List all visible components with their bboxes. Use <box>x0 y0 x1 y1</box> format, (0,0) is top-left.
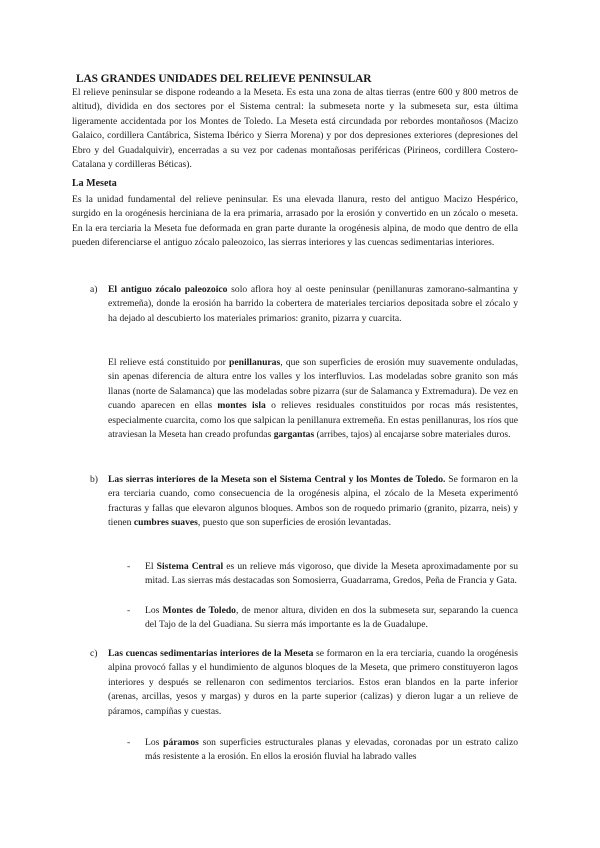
item-b-text: , puesto que son superficies de erosión levantadas. <box>197 517 392 529</box>
item-c-sub1-bold: páramos <box>163 737 199 748</box>
item-c-sub1 <box>145 736 518 765</box>
item-a-p2-text: , que son superficies de erosión muy suavemente onduladas, sin apenas diferencia de altura entre los valles y los interfluvios. Las modeladas sobre granito son más llanas (norte de Salamanca) que las modeladas sobre pizarra (sur de Salamanca y Extremadura). De vez en cuando aparecen en ellas <box>108 357 518 412</box>
item-c-marker: c) <box>90 648 98 659</box>
item-a-p2-text: (arribes, tajos) al encajarse sobre materiales duros. <box>314 429 511 441</box>
item-b-sub1 <box>145 560 518 589</box>
bullet-dash: - <box>127 605 131 616</box>
section-paragraph: Es la unidad fundamental del relieve peninsular. Es una elevada llanura, resto del antiguo Macizo Hespérico, surgido en la orogénesis herciniana de la era primaria, arrasado por la erosión y convertido en un zócalo o meseta. En la era terciaria la Meseta fue deformada en gran parte durante la orogénesis alpina, de modo que dentro de ella pueden diferenciarse el antiguo zócalo paleozoico, las sierras interiores y las cuencas sedimentarias interiores. <box>72 194 518 249</box>
item-a-p2-bold: gargantas <box>273 429 315 441</box>
item-c-sub1-pre: Los <box>145 737 164 748</box>
document-title: LAS GRANDES UNIDADES DEL RELIEVE PENINSULAR <box>76 73 372 85</box>
item-b-sub2-text: , de menor altura, dividen en dos la submeseta sur, separando la cuenca del Tajo de la del Guadiana. Su sierra más importante es la de Guadalupe. <box>145 605 518 631</box>
item-b-bold: cumbres suaves <box>133 517 198 529</box>
item-a-paragraph-2 <box>108 356 518 442</box>
item-a-paragraph <box>108 283 518 326</box>
item-a-p2-text: o relieves residuales constituidos por rocas más resistentes, especialmente cuarcita, como los que salpican la penillanura extremeña. En estas penillanuras, los ríos que atraviesan la Meseta han creado profundas <box>108 400 518 441</box>
item-a-marker: a) <box>90 284 98 295</box>
item-b-sub1-bold: Sistema Central <box>156 561 224 572</box>
item-b-paragraph <box>108 473 518 531</box>
section-heading: La Meseta <box>72 178 117 189</box>
item-b-sub2 <box>145 604 518 633</box>
item-c-lead: Las cuencas sedimentarias interiores de la Meseta <box>108 648 314 659</box>
item-c-sub1-text: son superficies estructurales planas y elevadas, coronadas por un estrato calizo más resistente a la erosión. En ellos la erosión fluvial ha labrado valles <box>145 737 518 763</box>
item-b-lead: Las sierras interiores de la Meseta son el Sistema Central y los Montes de Toledo. <box>108 474 446 485</box>
bullet-dash: - <box>127 561 131 572</box>
item-a-lead: El antiguo zócalo paleozoico <box>108 284 228 295</box>
item-c-paragraph <box>108 647 518 719</box>
item-b-sub2-pre: Los <box>145 605 163 616</box>
item-b-sub1-text: es un relieve más vigoroso, que divide la Meseta aproximadamente por su mitad. Las sierras más destacadas son Somosierra, Guadarrama, Gredos, Peña de Francia y Gata. <box>145 561 518 587</box>
item-a-p2-bold: montes isla <box>217 400 266 412</box>
item-b-sub2-bold: Montes de Toledo <box>162 605 236 616</box>
bullet-dash: - <box>127 737 131 748</box>
item-a-p2-bold: penillanuras <box>229 357 281 368</box>
item-a-p2-text: El relieve está constituido por <box>108 357 230 368</box>
item-c-text: se formaron en la era terciaria, cuando la orogénesis alpina provocó fallas y el hundimiento de algunos bloques de la Meseta, que primero constituyeron lagos interiores y después se rellenaron con sedimentos terciarios. Estos eran blandos en la parte inferior (arenas, arcillas, yesos y margas) y duros en la parte superior (calizas) y dieron lugar a un relieve de páramos, campiñas y cuestas. <box>108 648 518 717</box>
item-a-text: solo aflora hoy al oeste peninsular (penillanuras zamorano-salmantina y extremeña), donde la erosión ha barrido la cobertera de materiales terciarios depositada sobre el zócalo y ha dejado al descubierto los materiales primarios: granito, pizarra y cuarcita. <box>108 284 518 324</box>
intro-paragraph: El relieve peninsular se dispone rodeando a la Meseta. Es esta una zona de altas tierras (entre 600 y 800 metros de altitud), dividida en dos sectores por el Sistema central: la submeseta norte y la submeseta sur, esta última ligeramente accidentada por los Montes de Toledo. La Meseta está circundada por rebordes montañosos (Macizo Galaico, cordillera Cantábrica, Sistema Ibérico y Sierra Morena) y por dos depresiones exteriores (depresiones del Ebro y del Guadalquivir), encerradas a su vez por cadenas montañosas periféricas (Pirineos, cordillera Costero-Catalana y cordilleras Béticas). <box>72 87 518 171</box>
item-b-marker: b) <box>90 474 98 485</box>
item-b-text: Se formaron en la era terciaria cuando, como consecuencia de la orogénesis alpina, el zócalo de la Meseta experimentó fracturas y fallas que elevaron algunos bloques. Ambos son de roquedo primario (granito, pizarra, neis) y tienen <box>108 474 518 529</box>
item-b-sub1-pre: El <box>145 561 157 572</box>
